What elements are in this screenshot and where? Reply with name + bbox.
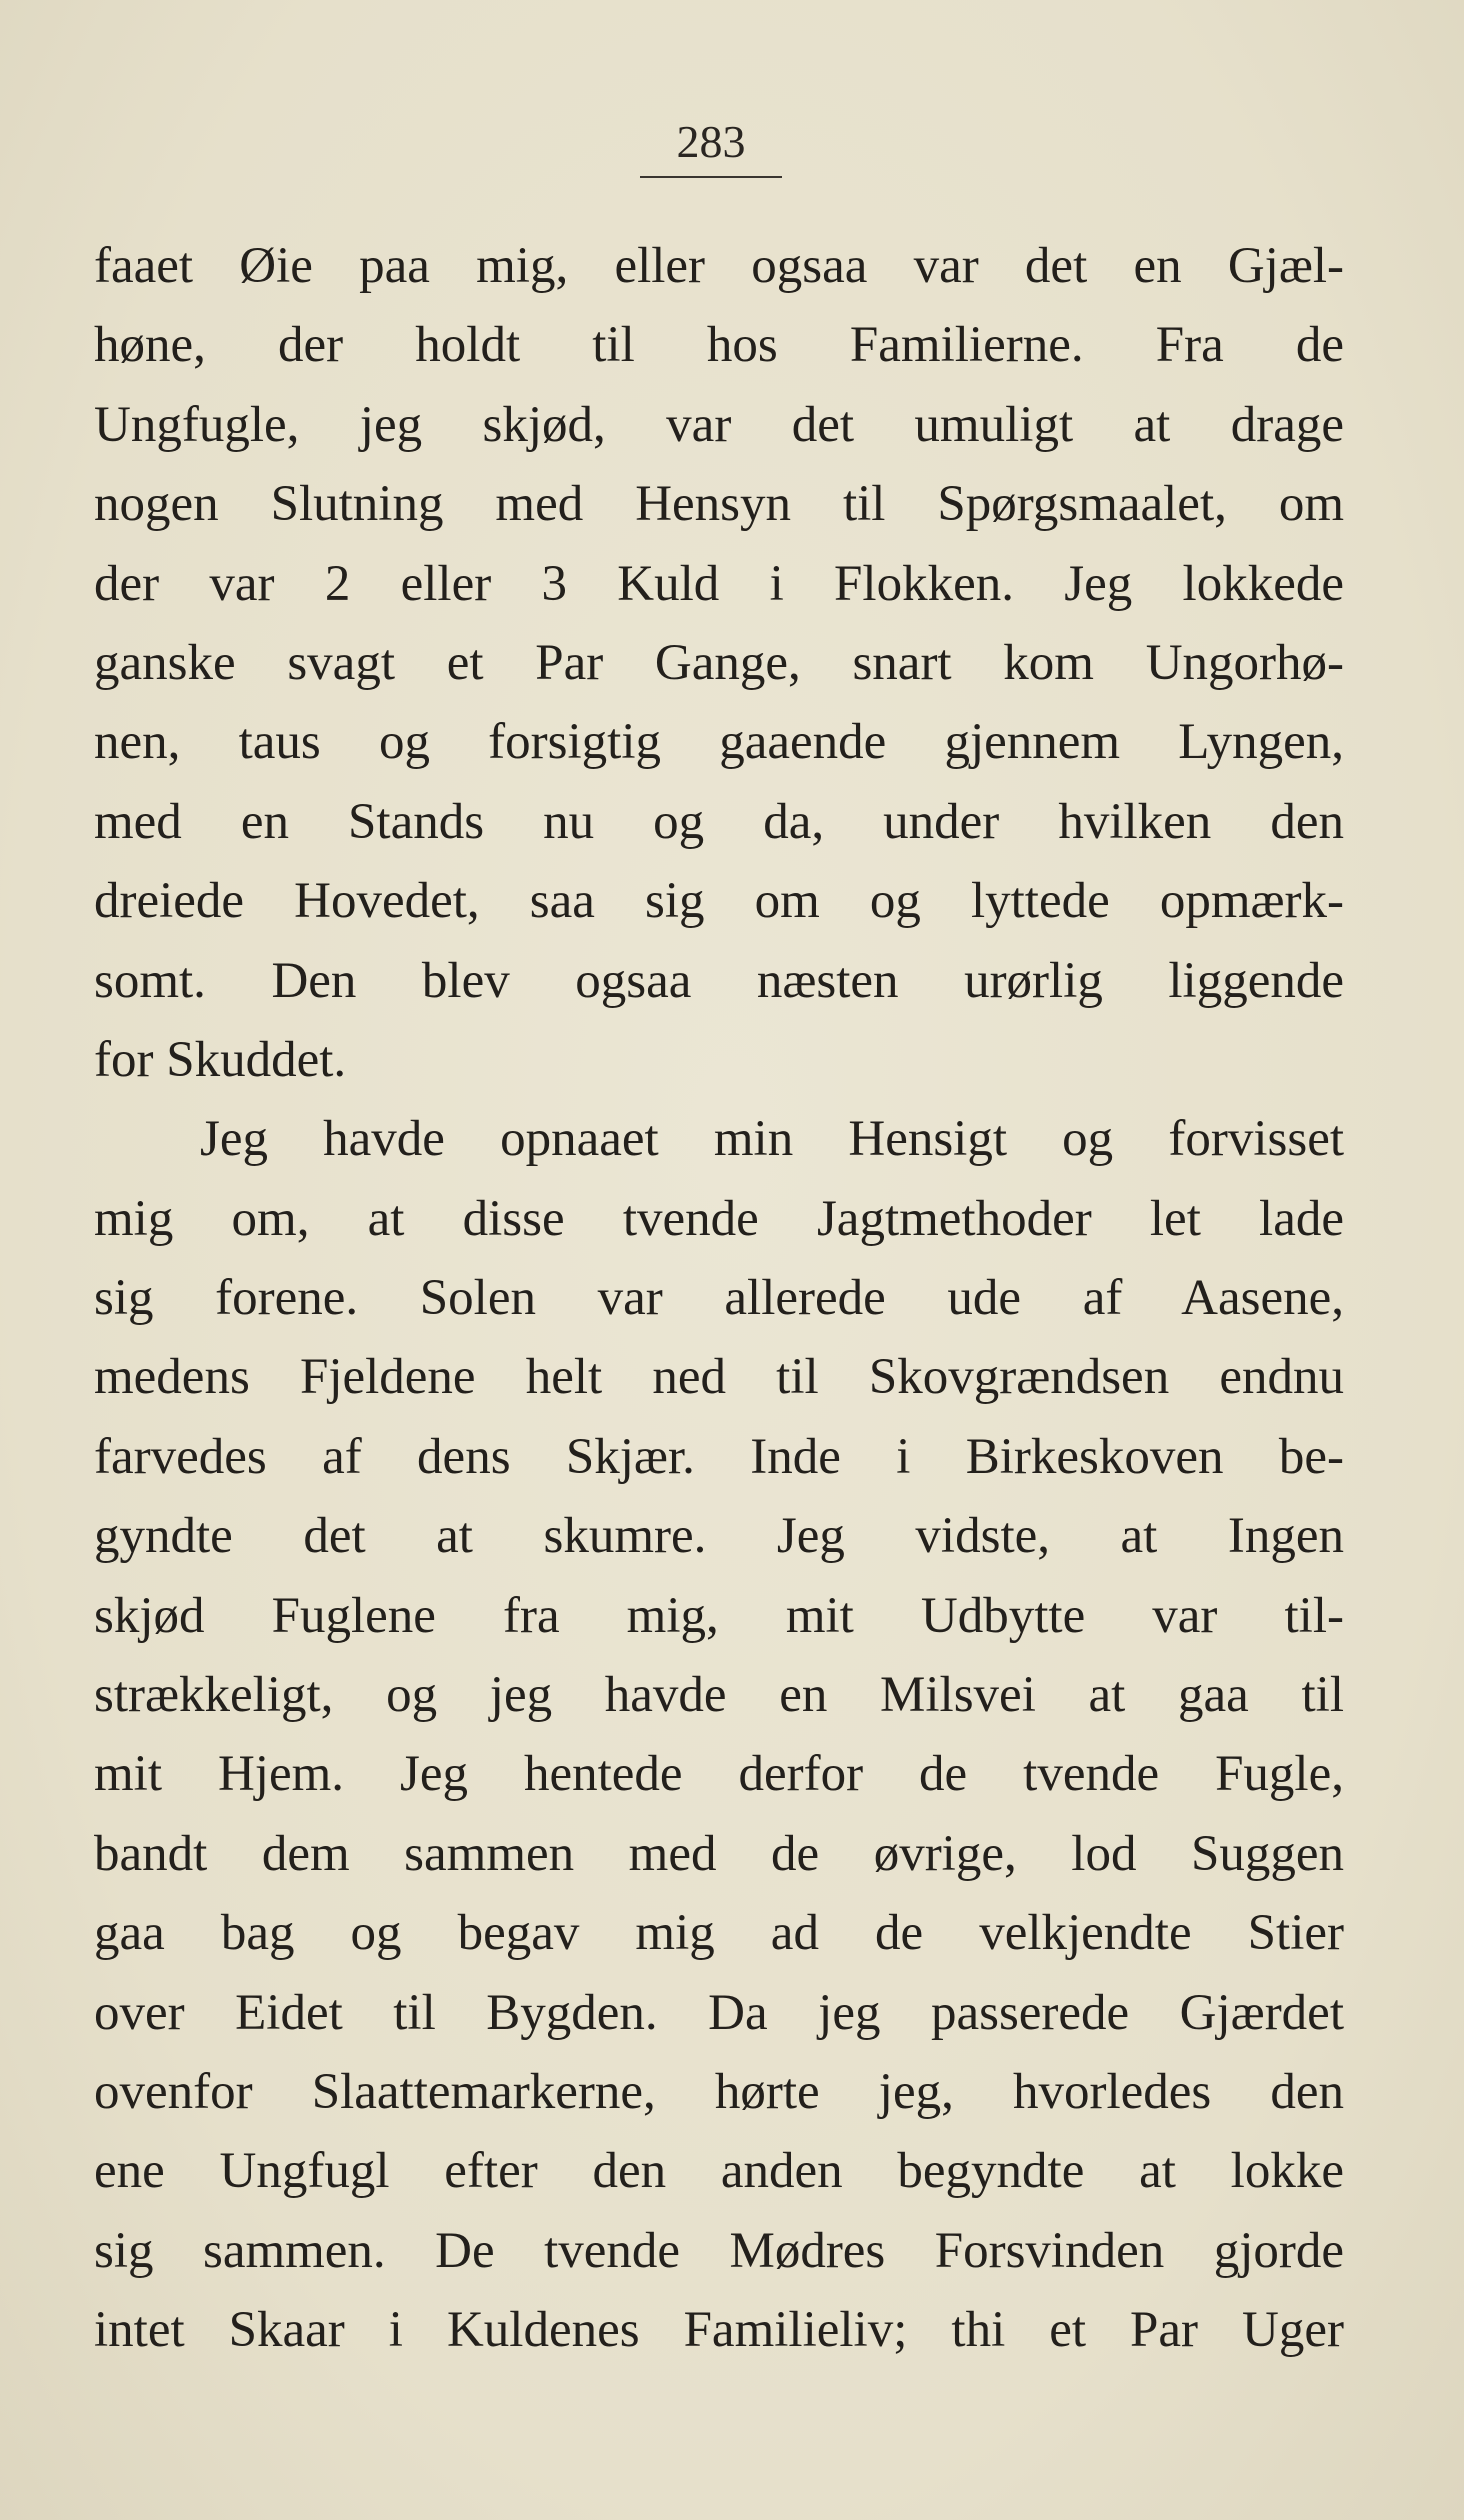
text-line-9: dreiede Hovedet, saa sig om og lyttede opmærk- [94, 873, 1344, 930]
text-line-18: skjød Fuglene fra mig, mit Udbytte var til- [94, 1587, 1344, 1644]
text-line-21: bandt dem sammen med de øvrige, lod Suggen [94, 1825, 1344, 1882]
text-line-24: ovenfor Slaattemarkerne, hørte jeg, hvorledes den [94, 2063, 1344, 2120]
text-line-22: gaa bag og begav mig ad de velkjendte Stier [94, 1905, 1344, 1962]
body-text [94, 227, 1344, 2371]
text-line-11: for Skuddet. [94, 1031, 347, 1088]
text-line-17: gyndte det at skumre. Jeg vidste, at Ingen [94, 1508, 1344, 1565]
text-line-16: farvedes af dens Skjær. Inde i Birkeskoven be- [94, 1428, 1344, 1485]
text-line-5: der var 2 eller 3 Kuld i Flokken. Jeg lokkede [94, 555, 1344, 612]
text-line-19: strækkeligt, og jeg havde en Milsvei at gaa til [94, 1667, 1344, 1724]
text-line-26: sig sammen. De tvende Mødres Forsvinden gjorde [94, 2222, 1344, 2279]
text-line-3: Ungfugle, jeg skjød, var det umuligt at drage [94, 396, 1344, 453]
text-line-10: somt. Den blev ogsaa næsten urørlig liggende [94, 952, 1344, 1009]
text-line-7: nen, taus og forsigtig gaaende gjennem Lyngen, [94, 714, 1344, 771]
text-line-15: medens Fjeldene helt ned til Skovgrændsen endnu [94, 1349, 1344, 1406]
text-line-27: intet Skaar i Kuldenes Familieliv; thi et Par Uger [94, 2302, 1344, 2359]
text-line-12: Jeg havde opnaaet min Hensigt og forvisset [200, 1111, 1344, 1168]
text-line-14: sig forene. Solen var allerede ude af Aasene, [94, 1270, 1344, 1327]
text-line-8: med en Stands nu og da, under hvilken den [94, 793, 1344, 850]
text-line-23: over Eidet til Bygden. Da jeg passerede Gjærdet [94, 1984, 1344, 2041]
text-line-6: ganske svagt et Par Gange, snart kom Ungorhø- [94, 634, 1344, 691]
text-line-25: ene Ungfugl efter den anden begyndte at lokke [94, 2143, 1344, 2200]
text-line-2: høne, der holdt til hos Familierne. Fra de [94, 317, 1344, 374]
text-line-20: mit Hjem. Jeg hentede derfor de tvende Fugle, [94, 1746, 1344, 1803]
text-line-1: faaet Øie paa mig, eller ogsaa var det en Gjæl- [94, 238, 1344, 294]
text-line-4: nogen Slutning med Hensyn til Spørgsmaalet, om [94, 476, 1344, 533]
page-number: 283 [640, 112, 782, 178]
text-line-13: mig om, at disse tvende Jagtmethoder let lade [94, 1190, 1344, 1247]
